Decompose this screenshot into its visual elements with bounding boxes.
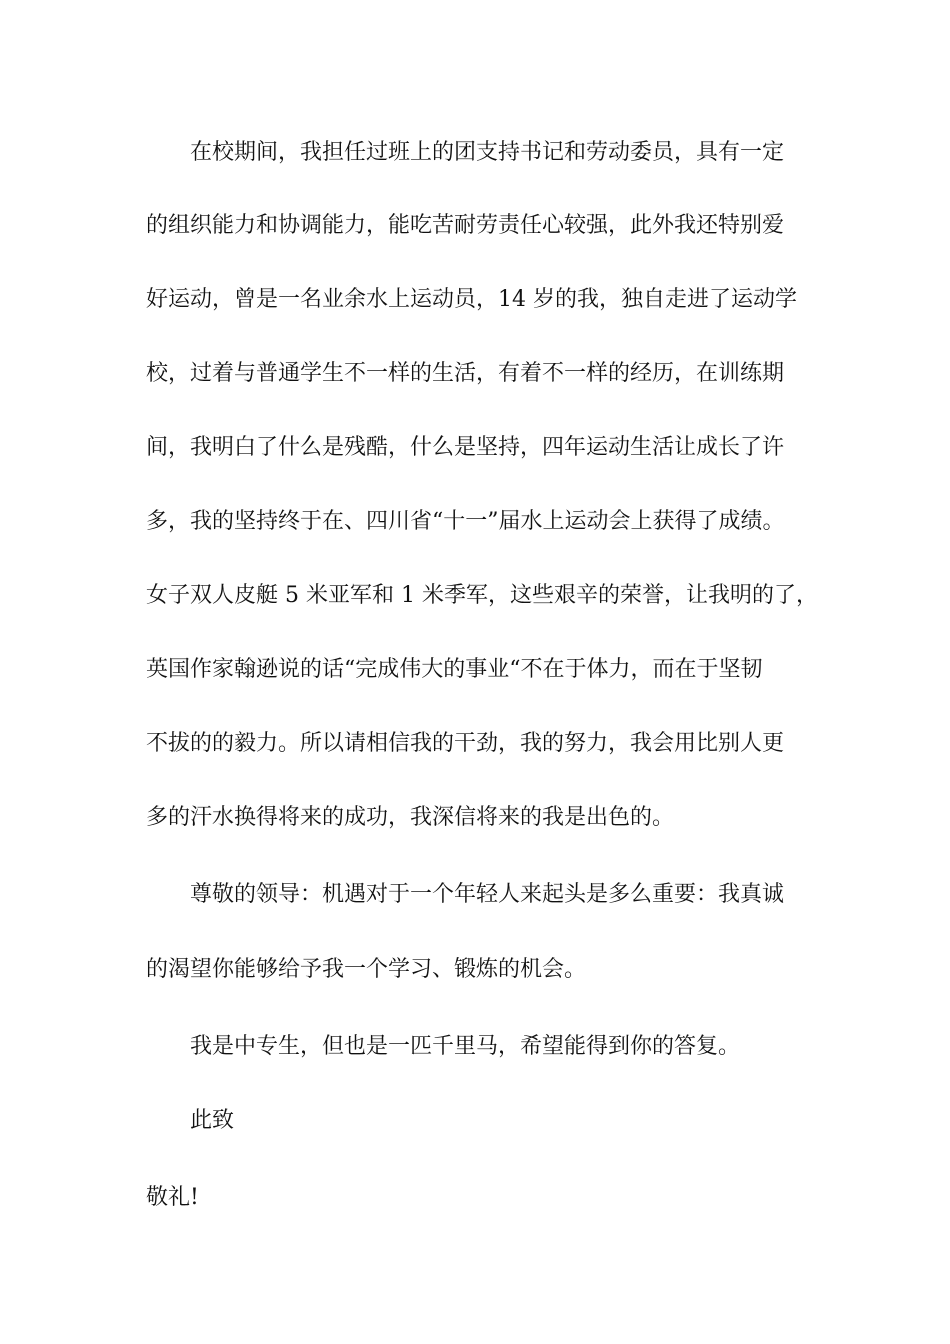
paragraph-1-line-7: 女子双人皮艇 5 米亚军和 1 米季军，这些艰辛的荣誉，让我明的了， (146, 583, 818, 608)
paragraph-1-line-3: 好运动，曾是一名业余水上运动员，14 岁的我，独自走进了运动学 (146, 287, 797, 312)
closing-regards: 敬礼! (146, 1185, 199, 1210)
paragraph-2-line-2: 的渴望你能够给予我一个学习、锻炼的机会。 (146, 957, 587, 982)
paragraph-1-line-1: 在校期间，我担任过班上的团支持书记和劳动委员，具有一定 (190, 140, 785, 165)
paragraph-1-line-10: 多的汗水换得将来的成功，我深信将来的我是出色的。 (146, 805, 675, 830)
paragraph-1-line-2: 的组织能力和协调能力，能吃苦耐劳责任心较强，此外我还特别爱 (146, 213, 785, 238)
paragraph-1-line-9: 不拔的的毅力。所以请相信我的干劲，我的努力，我会用比别人更 (146, 731, 785, 756)
paragraph-1-line-8: 英国作家翰逊说的话“完成伟大的事业“不在于体力，而在于坚韧 (146, 657, 763, 682)
paragraph-2-line-1: 尊敬的领导：机遇对于一个年轻人来起头是多么重要：我真诚 (190, 882, 785, 907)
paragraph-3-line-1: 我是中专生，但也是一匹千里马，希望能得到你的答复。 (190, 1034, 741, 1059)
paragraph-1-line-6: 多，我的坚持终于在、四川省“十一”届水上运动会上获得了成绩。 (146, 509, 785, 534)
paragraph-1-line-5: 间，我明白了什么是残酷，什么是坚持，四年运动生活让成长了许 (146, 435, 785, 460)
closing-salutation: 此致 (190, 1108, 235, 1133)
paragraph-1-line-4: 校，过着与普通学生不一样的生活，有着不一样的经历，在训练期 (146, 361, 785, 386)
